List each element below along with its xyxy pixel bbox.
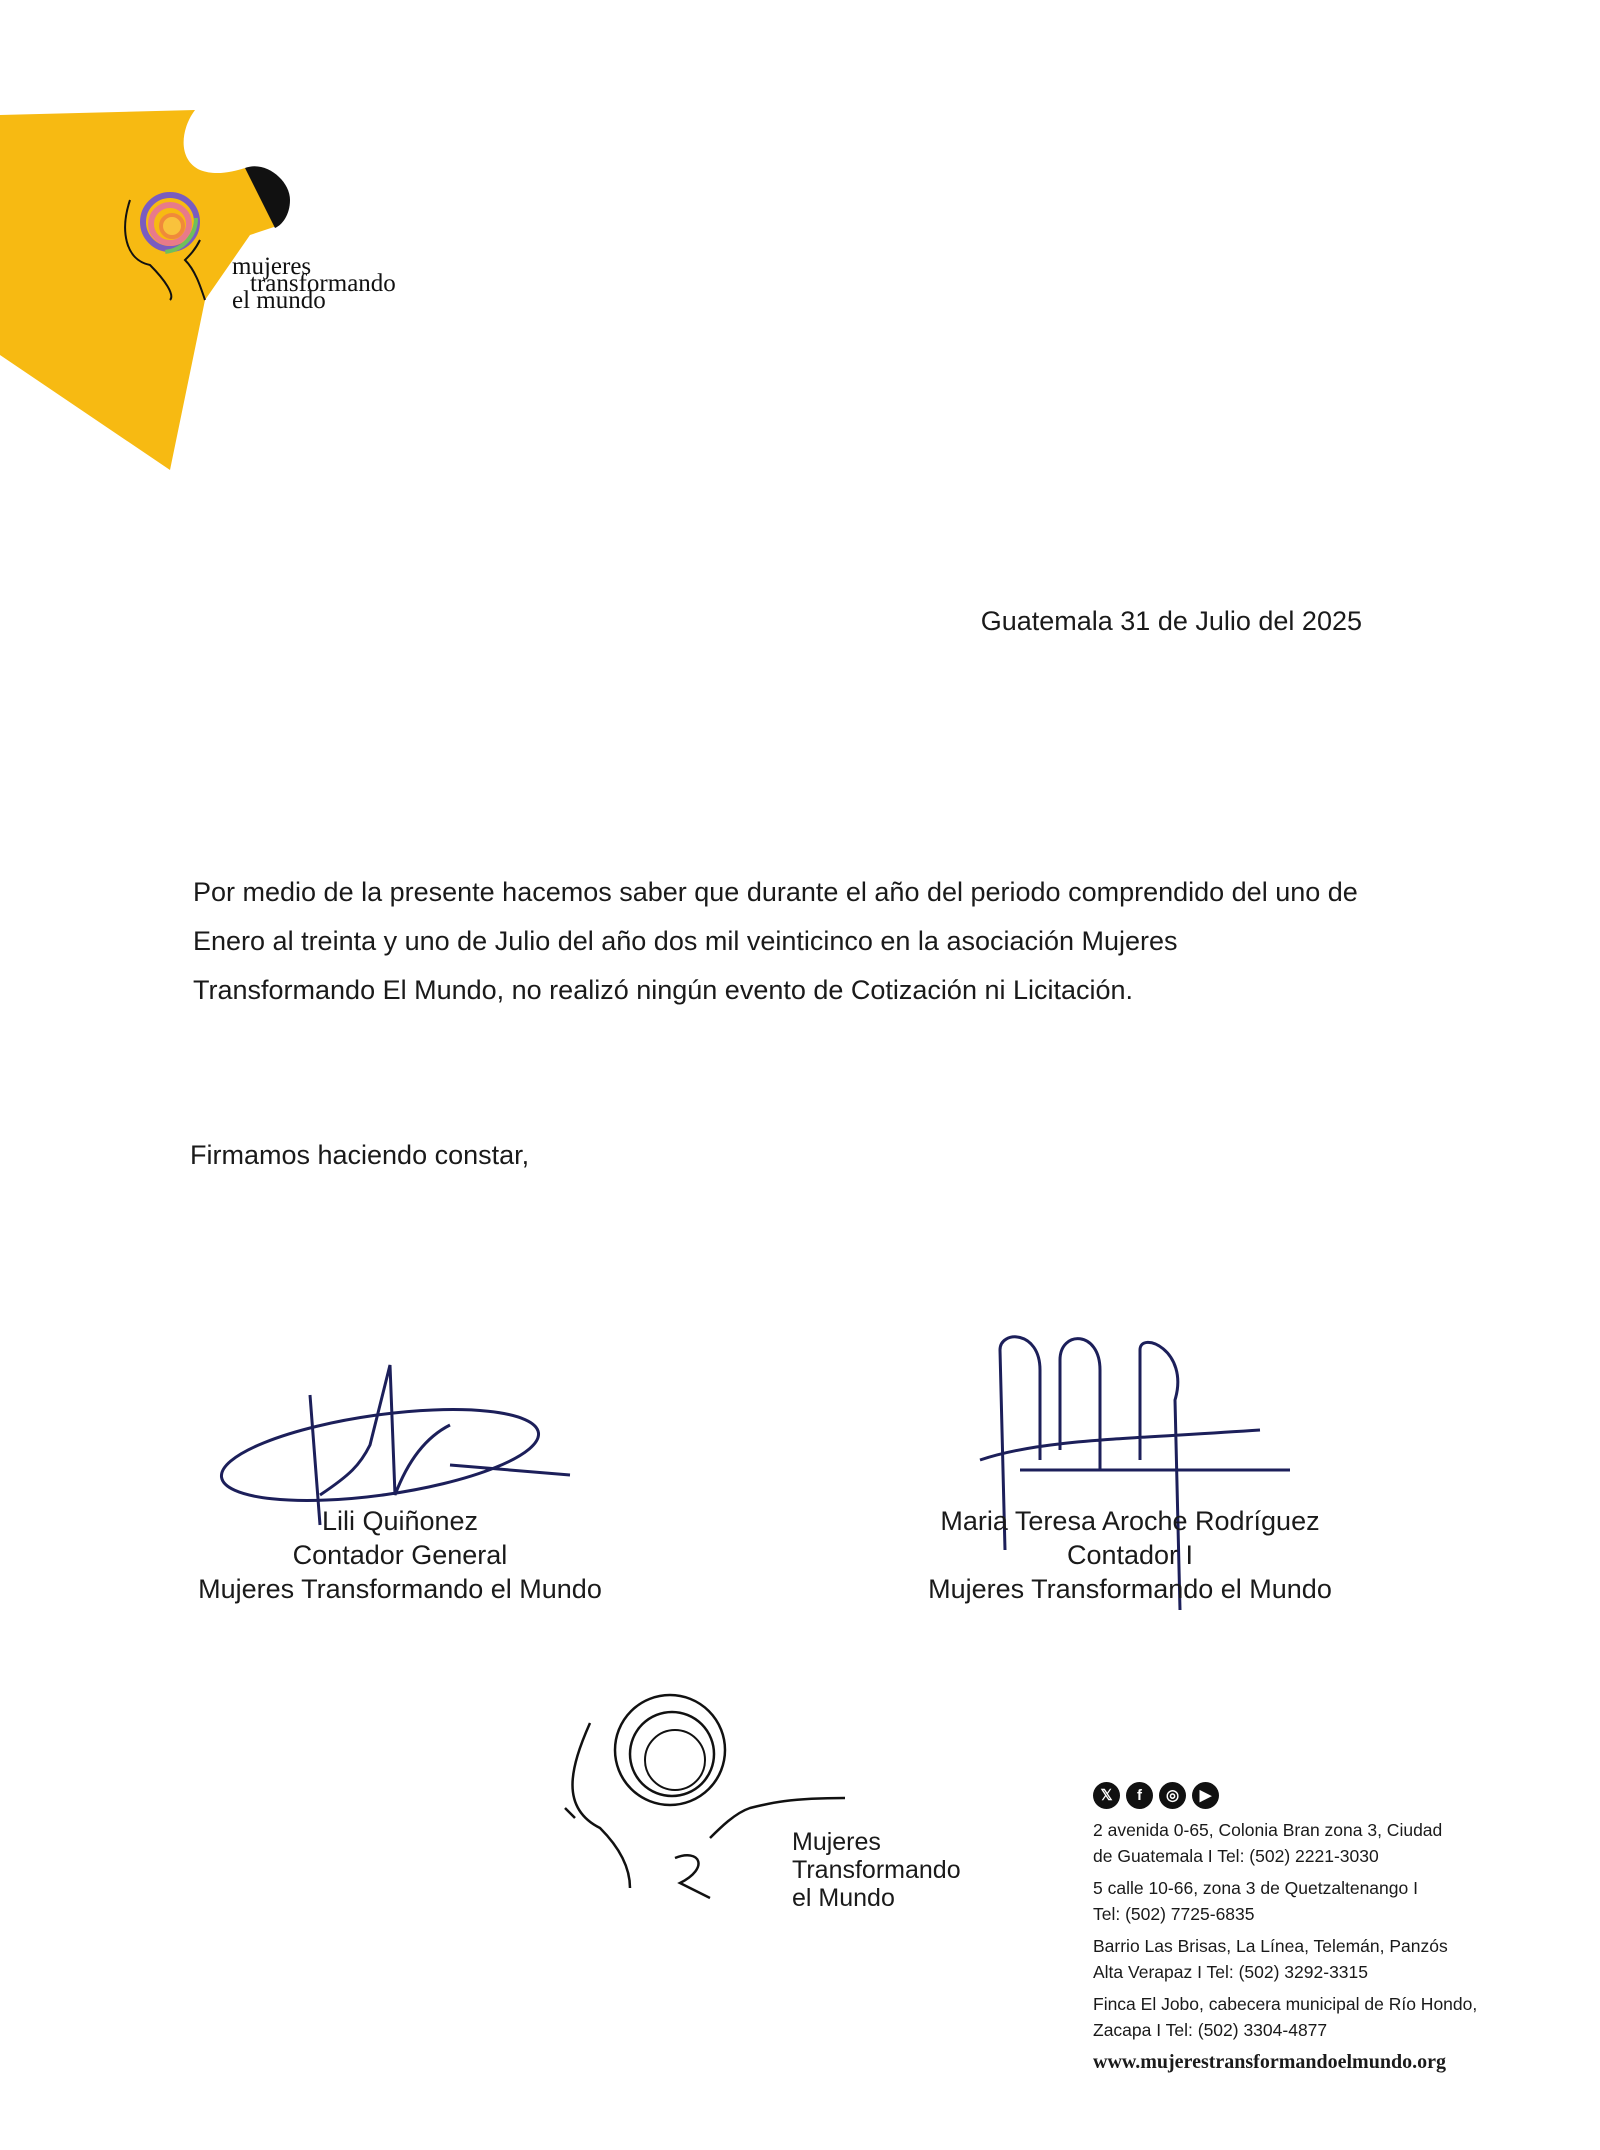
signatory-org: Mujeres Transformando el Mundo — [928, 1574, 1332, 1604]
letter-date: Guatemala 31 de Julio del 2025 — [980, 606, 1362, 636]
signatory-name: Lili Quiñonez — [321, 1506, 479, 1536]
footer-logo-line: Mujeres — [792, 1828, 881, 1856]
footer-contact — [1093, 1782, 1513, 2075]
footer-logo-line: el Mundo — [792, 1884, 895, 1912]
signature-block-right — [880, 1504, 1380, 1606]
facebook-icon[interactable]: f — [1126, 1782, 1153, 1809]
footer-logo — [560, 1688, 960, 1928]
letter-closing: Firmamos haciendo constar, — [190, 1140, 530, 1170]
signature-block-left — [150, 1504, 650, 1606]
logo-line: mujeres — [232, 253, 312, 280]
instagram-icon[interactable]: ◎ — [1159, 1782, 1186, 1809]
signatory-title: Contador General — [292, 1540, 508, 1570]
x-icon[interactable]: 𝕏 — [1093, 1782, 1120, 1809]
address-capital: 2 avenida 0-65, Colonia Bran zona 3, Ciudad de Guatemala I Tel: (502) 2221-3030 — [1093, 1820, 1443, 1866]
address-quetzaltenango: 5 calle 10-66, zona 3 de Quetzaltenango I Tel: (502) 7725-6835 — [1093, 1878, 1418, 1924]
youtube-icon[interactable]: ▶ — [1192, 1782, 1219, 1809]
logo-line: el mundo — [232, 287, 326, 314]
letter-body: Por medio de la presente hacemos saber que durante el año del periodo comprendido del uno de Enero al treinta y uno de Julio del año dos mil veinticinco en la asociación Mujeres Transformando El Mundo, no realizó ningún evento de Cotización ni Licitación. — [193, 877, 1358, 1005]
signatory-org: Mujeres Transformando el Mundo — [198, 1574, 602, 1604]
signatory-title: Contador I — [1066, 1540, 1194, 1570]
social-icons — [1093, 1782, 1513, 1809]
header-logo-text — [232, 253, 396, 314]
signatory-name: Maria Teresa Aroche Rodríguez — [940, 1506, 1320, 1536]
logo-line: transformando — [250, 270, 396, 297]
footer-logo-line: Transformando — [792, 1856, 961, 1884]
address-panzos: Barrio Las Brisas, La Línea, Telemán, Panzós Alta Verapaz I Tel: (502) 3292-3315 — [1093, 1936, 1448, 1982]
address-zacapa: Finca El Jobo, cabecera municipal de Río Hondo, Zacapa I Tel: (502) 3304-4877 — [1093, 1994, 1478, 2040]
website-link[interactable]: www.mujerestransformandoelmundo.org — [1093, 2051, 1446, 2073]
